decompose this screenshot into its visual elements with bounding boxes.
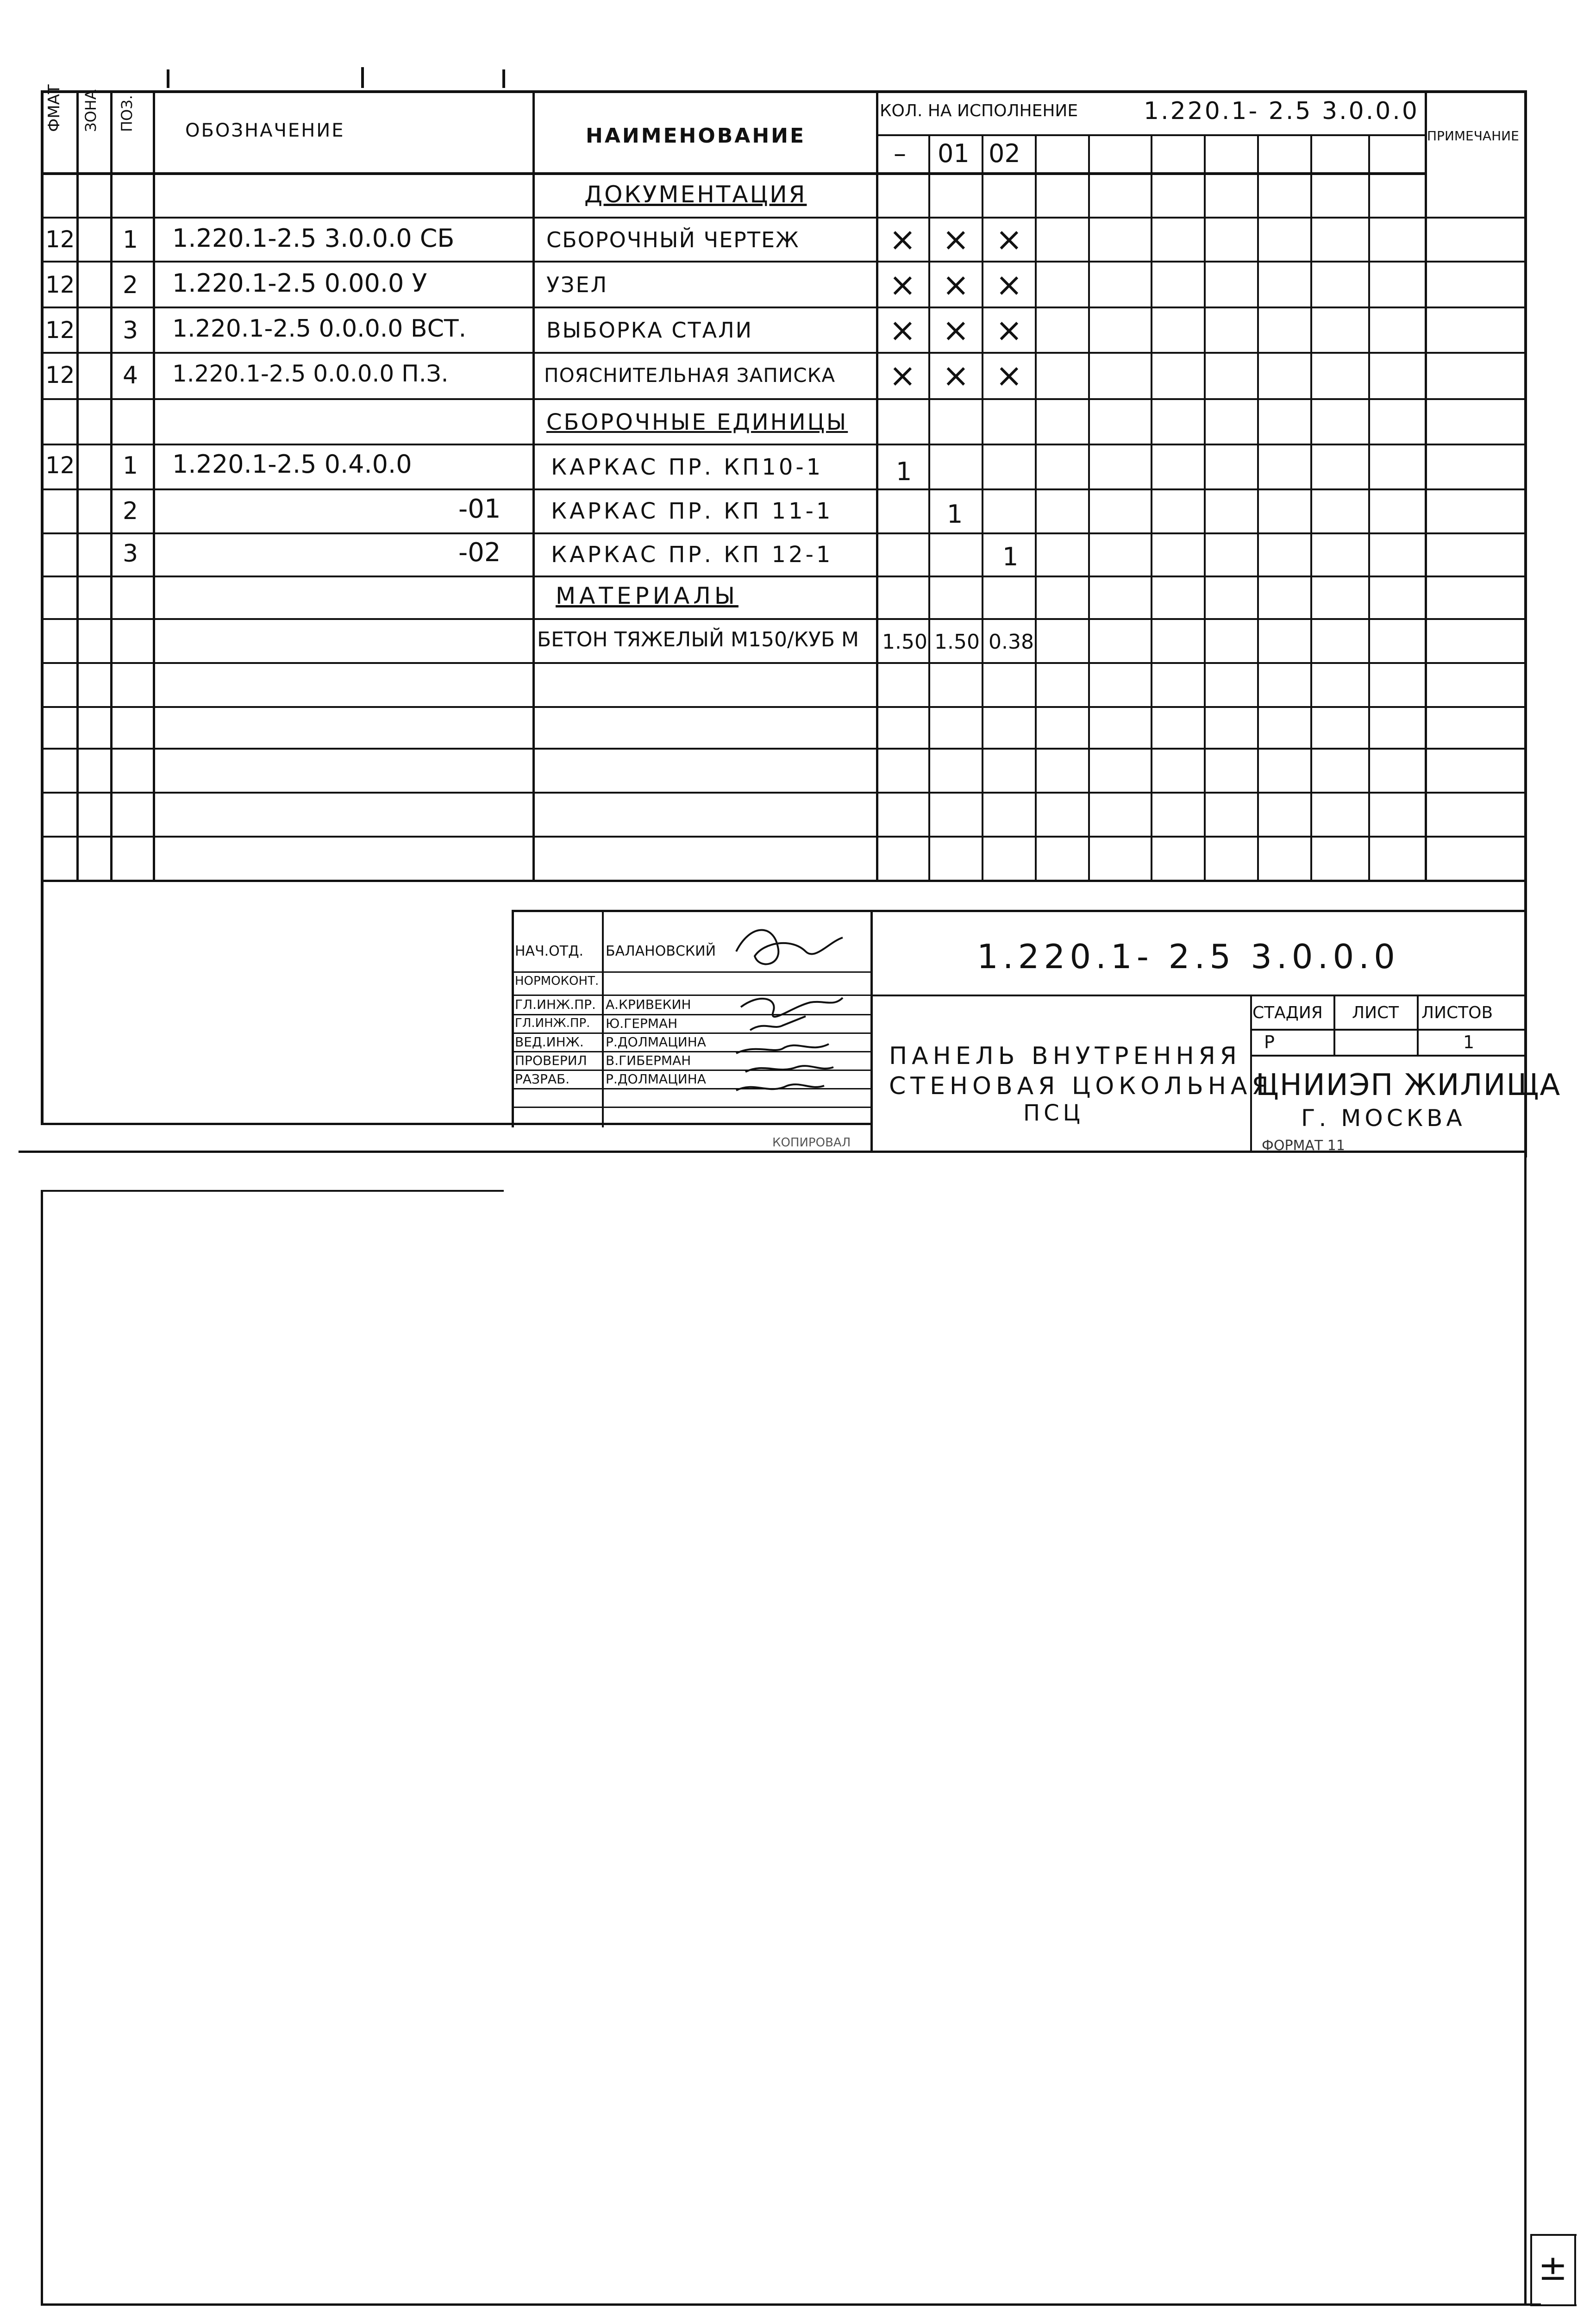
variant-header-01: 01 [938, 139, 970, 168]
spec-row-4-q-01: × [942, 357, 970, 394]
spec-row-3-name: ВЫБОРКА СТАЛИ [546, 318, 753, 343]
title-line-3: ПСЦ [1023, 1100, 1084, 1126]
spec-row-1-designation: 1.220.1-2.5 3.0.0.0 СБ [172, 224, 455, 253]
spec-row-3-q-base: × [889, 311, 916, 349]
staff-name-2: А.КРИВЕКИН [606, 997, 691, 1012]
header-name: НАИМЕНОВАНИЕ [586, 124, 806, 148]
spec-row-10-q-base: 1.50 [882, 630, 927, 654]
spec-row-6-pos: 1 [123, 452, 138, 480]
header-qty: КОЛ. НА ИСПОЛНЕНИЕ [880, 101, 1078, 120]
spec-row-7-designation: -01 [458, 494, 501, 524]
variant-header-base: – [894, 139, 906, 168]
spec-row-10-name: БЕТОН ТЯЖЕЛЫЙ М150/КУБ М [537, 628, 859, 651]
sheets-label: ЛИСТОВ [1421, 1003, 1493, 1022]
organization: ЦНИИЭП ЖИЛИЩА [1256, 1068, 1561, 1102]
staff-name-6: Р.ДОЛМАЦИНА [606, 1071, 706, 1087]
sheet-label: ЛИСТ [1352, 1003, 1399, 1022]
staff-role-5: ПРОВЕРИЛ [515, 1053, 587, 1068]
spec-row-3-q-02: × [995, 311, 1023, 349]
copy-label: КОПИРОВАЛ [772, 1136, 851, 1150]
spec-row-2-format: 12 [45, 271, 75, 298]
header-format: ФМАТ [45, 84, 63, 132]
header-doc-code: 1.220.1- 2.5 3.0.0.0 [1144, 97, 1419, 125]
spec-row-2-designation: 1.220.1-2.5 0.00.0 У [172, 269, 427, 298]
spec-row-7-name: КАРКАС ПР. КП 11-1 [551, 498, 833, 524]
spec-row-3-format: 12 [45, 317, 75, 344]
spec-row-4-pos: 4 [123, 362, 138, 389]
staff-name-0: БАЛАНОВСКИЙ [606, 943, 716, 959]
staff-role-6: РАЗРАБ. [515, 1071, 570, 1087]
spec-row-0-name: ДОКУМЕНТАЦИЯ [584, 181, 807, 208]
staff-role-3: ГЛ.ИНЖ.ПР. [515, 1016, 590, 1030]
corner-mark: ± [1538, 2247, 1568, 2288]
spec-row-1-q-base: × [889, 220, 916, 258]
spec-row-6-q-base: 1 [896, 457, 912, 486]
title-line-1: ПАНЕЛЬ ВНУТРЕННЯЯ [889, 1042, 1241, 1070]
spec-row-1-pos: 1 [123, 226, 138, 254]
sheets-value: 1 [1463, 1032, 1475, 1052]
spec-row-4-q-02: × [995, 357, 1023, 394]
spec-row-6-name: КАРКАС ПР. КП10-1 [551, 454, 824, 480]
spec-row-4-q-base: × [889, 357, 916, 394]
spec-row-1-name: СБОРОЧНЫЙ ЧЕРТЕЖ [546, 227, 800, 252]
spec-row-8-designation: -02 [458, 538, 501, 568]
spec-row-8-pos: 3 [123, 540, 138, 568]
spec-row-7-q-01: 1 [947, 500, 963, 529]
title-code: 1.220.1- 2.5 3.0.0.0 [977, 937, 1400, 976]
staff-name-3: Ю.ГЕРМАН [606, 1016, 678, 1031]
header-zone: ЗОНА [82, 89, 100, 132]
spec-row-4-name: ПОЯСНИТЕЛЬНАЯ ЗАПИСКА [544, 364, 836, 387]
spec-row-8-name: КАРКАС ПР. КП 12-1 [551, 542, 833, 568]
spec-row-8-q-02: 1 [1002, 542, 1019, 571]
variant-header-02: 02 [989, 139, 1020, 168]
spec-row-1-q-01: × [942, 220, 970, 258]
spec-row-1-q-02: × [995, 220, 1023, 258]
stage-value: Р [1264, 1032, 1275, 1052]
spec-row-2-q-base: × [889, 266, 916, 304]
spec-row-3-q-01: × [942, 311, 970, 349]
format-label: ФОРМАТ 11 [1262, 1138, 1345, 1154]
header-pos: ПОЗ. [118, 95, 136, 132]
spec-row-3-designation: 1.220.1-2.5 0.0.0.0 ВСТ. [172, 315, 467, 343]
spec-row-4-designation: 1.220.1-2.5 0.0.0.0 П.З. [172, 360, 449, 387]
spec-row-4-format: 12 [45, 362, 75, 388]
staff-role-0: НАЧ.ОТД. [515, 943, 584, 959]
spec-row-3-pos: 3 [123, 317, 138, 344]
staff-name-5: В.ГИБЕРМАН [606, 1053, 691, 1068]
header-designation: ОБОЗНАЧЕНИЕ [185, 120, 345, 141]
spec-row-2-name: УЗЕЛ [546, 272, 608, 297]
spec-row-6-format: 12 [45, 452, 75, 479]
spec-row-2-q-02: × [995, 266, 1023, 304]
spec-row-5-name: СБОРОЧНЫЕ ЕДИНИЦЫ [546, 409, 848, 435]
spec-row-10-q-02: 0.38 [989, 630, 1034, 654]
spec-row-1-format: 12 [45, 226, 75, 253]
header-note: ПРИМЕЧАНИЕ [1427, 128, 1519, 144]
spec-row-10-q-01: 1.50 [934, 630, 980, 654]
spec-row-2-pos: 2 [123, 271, 138, 299]
spec-row-6-designation: 1.220.1-2.5 0.4.0.0 [172, 450, 412, 479]
spec-row-7-pos: 2 [123, 497, 138, 525]
spec-row-2-q-01: × [942, 266, 970, 304]
city: Г. МОСКВА [1301, 1105, 1466, 1132]
spec-row-9-name: МАТЕРИАЛЫ [556, 582, 739, 609]
title-line-2: СТЕНОВАЯ ЦОКОЛЬНАЯ [889, 1072, 1273, 1100]
staff-name-4: Р.ДОЛМАЦИНА [606, 1034, 706, 1050]
stage-label: СТАДИЯ [1252, 1003, 1323, 1022]
staff-role-2: ГЛ.ИНЖ.ПР. [515, 997, 596, 1012]
staff-role-4: ВЕД.ИНЖ. [515, 1034, 584, 1050]
staff-role-1: НОРМОКОНТ. [515, 974, 599, 988]
